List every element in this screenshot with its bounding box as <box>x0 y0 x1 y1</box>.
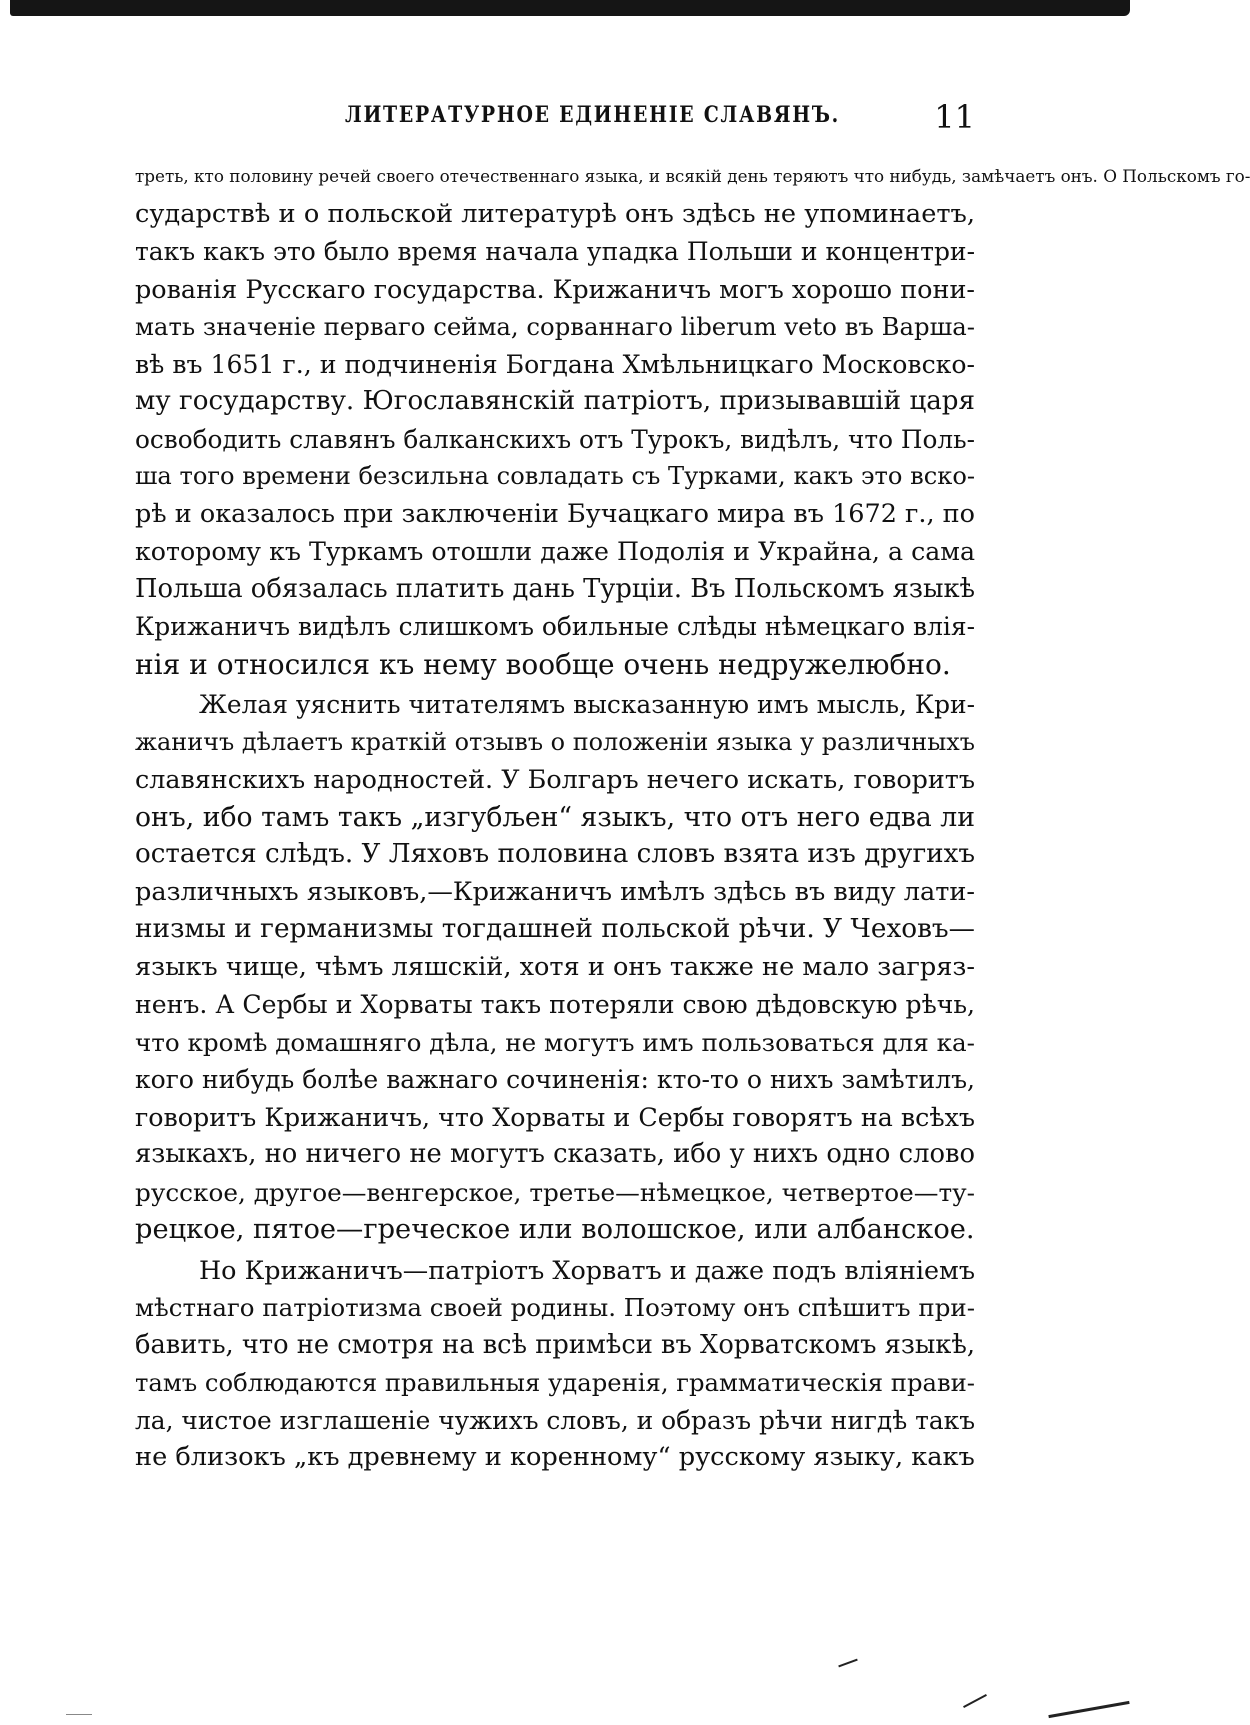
text-line: ша того времени безсильна совладать съ Турками, какъ это вско- <box>135 462 975 490</box>
stray-mark <box>66 1714 92 1715</box>
text-line: Польша обязалась платить дань Турціи. Въ Польскомъ языкѣ <box>135 573 976 604</box>
text-line: сударствѣ и о польской литературѣ онъ здѣсь не упоминаетъ, <box>135 198 975 229</box>
text-line: русское, другое—венгерское, третье—нѣмецкое, четвертое—ту- <box>135 1177 975 1207</box>
text-line: вѣ въ 1651 г., и подчиненія Богдана Хмѣльницкаго Московско- <box>135 349 975 379</box>
page-top-border <box>10 0 1130 16</box>
text-line: рецкое, пятое—греческое или волошское, или албанское. <box>135 1214 975 1245</box>
text-line: не близокъ „къ древнему и коренному“ русскому языку, какъ <box>135 1442 975 1472</box>
text-line: рѣ и оказалось при заключеніи Бучацкаго мира въ 1672 г., по <box>135 498 975 529</box>
text-line: языкахъ, но ничего не могутъ сказать, ибо у нихъ одно слово <box>135 1139 975 1169</box>
text-line: говоритъ Крижаничъ, что Хорваты и Сербы говорятъ на всѣхъ <box>135 1101 975 1132</box>
text-line: бавить, что не смотря на всѣ примѣси въ Хорватскомъ языкѣ, <box>135 1329 975 1360</box>
running-title: ЛИТЕРАТУРНОЕ ЕДИНЕНІЕ СЛАВЯНЪ. <box>345 102 840 128</box>
text-line: ла, чистое изглашеніе чужихъ словъ, и образъ рѣчи нигдѣ такъ <box>135 1405 975 1435</box>
text-line: различныхъ языковъ,—Крижаничъ имѣлъ здѣсь въ виду лати- <box>135 876 975 907</box>
text-line: славянскихъ народностей. У Болгаръ нечего искать, говоритъ <box>135 764 975 794</box>
text-line: жаничъ дѣлаетъ краткій отзывъ о положеніи языка у различныхъ <box>135 727 975 756</box>
text-line: языкъ чище, чѣмъ ляшскій, хотя и онъ также не мало загряз- <box>135 951 975 982</box>
page-number: 11 <box>934 98 975 136</box>
text-line: треть, кто половину речей своего отечественнаго языка, и всякій день теряютъ что нибудь, замѣчаетъ онъ. О Польскомъ го- <box>135 166 1250 186</box>
body-text <box>135 158 1250 1477</box>
stray-mark <box>838 1659 857 1668</box>
text-line: Но Крижаничъ—патріотъ Хорватъ и даже подъ вліяніемъ <box>199 1254 975 1285</box>
text-line: ненъ. А Сербы и Хорваты такъ потеряли свою дѣдовскую рѣчь, <box>135 990 975 1019</box>
text-line: которому къ Туркамъ отошли даже Подолія и Украйна, а сама <box>135 537 975 566</box>
text-line: что кромѣ домашняго дѣла, не могутъ имъ пользоваться для ка- <box>135 1027 975 1057</box>
text-line: Желая уяснить читателямъ высказанную имъ мысль, Кри- <box>199 690 975 719</box>
text-line: низмы и германизмы тогдашней польской рѣчи. У Чеховъ— <box>135 914 975 944</box>
text-line: нія и относился къ нему вообще очень недружелюбно. <box>135 647 951 681</box>
text-line: му государству. Югославянскій патріотъ, призывавшій царя <box>135 386 975 416</box>
stray-mark <box>1048 1701 1129 1718</box>
paragraph <box>135 686 975 1249</box>
text-line: освободить славянъ балканскихъ отъ Турокъ, видѣлъ, что Поль- <box>135 424 975 454</box>
text-line: мать значеніе перваго сейма, сорваннаго liberum veto въ Варша- <box>135 312 975 341</box>
text-line: остается слѣдъ. У Ляховъ половина словъ взята изъ другихъ <box>135 839 976 869</box>
text-line: мѣстнаго патріотизма своей родины. Поэтому онъ спѣшитъ при- <box>135 1293 975 1322</box>
paragraph <box>135 1252 975 1477</box>
text-line: онъ, ибо тамъ такъ „изгубљен“ языкъ, что отъ него едва ли <box>135 801 975 833</box>
paragraph <box>135 158 1250 683</box>
text-line: такъ какъ это было время начала упадка Польши и концентри- <box>135 237 975 266</box>
page-header <box>135 98 975 138</box>
stray-mark <box>963 1694 987 1708</box>
text-line: кого нибудь болѣе важнаго сочиненія: кто-то о нихъ замѣтилъ, <box>135 1065 975 1094</box>
text-line: рованія Русскаго государства. Крижаничъ могъ хорошо пони- <box>135 273 975 304</box>
text-line: тамъ соблюдаются правильныя ударенія, грамматическія прави- <box>135 1368 975 1397</box>
text-line: Крижаничъ видѣлъ слишкомъ обильные слѣды нѣмецкаго влія- <box>135 612 975 641</box>
